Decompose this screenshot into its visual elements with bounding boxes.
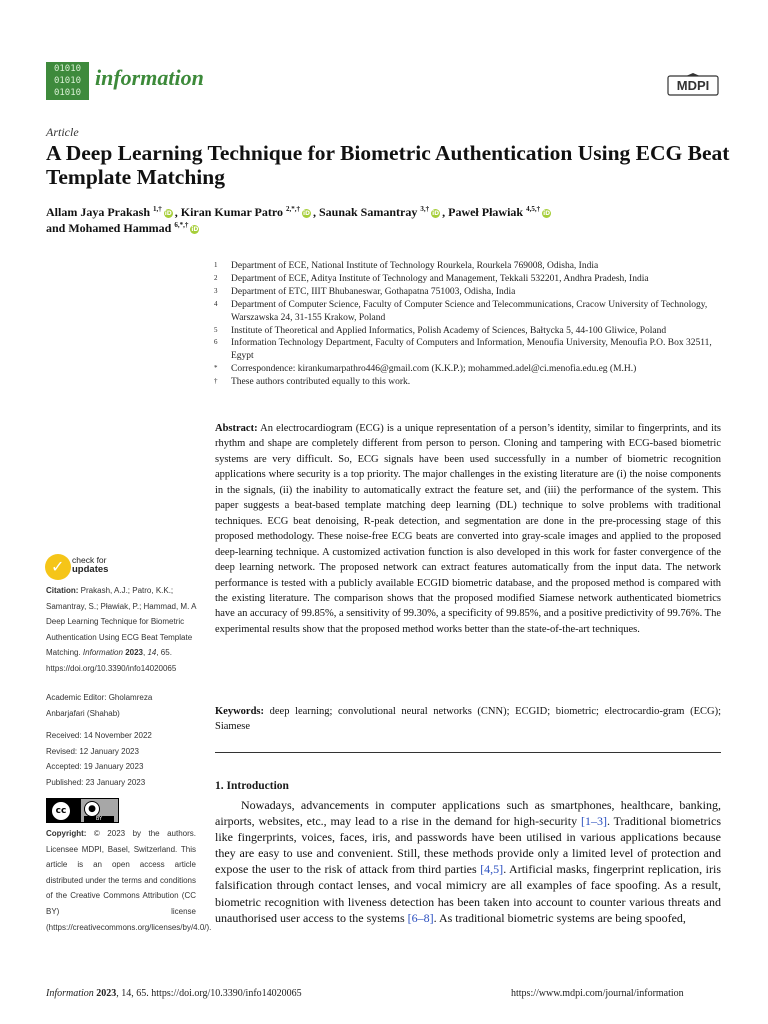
author-name[interactable]: Mohamed Hammad — [68, 221, 172, 235]
citation-link[interactable]: [6–8] — [407, 910, 434, 925]
checkmark-icon: ✓ — [51, 557, 65, 576]
citation-text: Prakash, A.J.; Patro, K.K.; Samantray, S.; Pławiak, P.; Hammad, M. A Deep Learning Technique for Biometric Authentication Using ECG Beat Template Matching. — [46, 586, 196, 658]
introduction-paragraph — [215, 797, 721, 926]
keywords-label: Keywords: — [215, 706, 264, 717]
orcid-icon[interactable]: iD — [191, 225, 199, 233]
cc-icon: cc — [50, 800, 72, 822]
academic-editor — [46, 690, 196, 721]
author-conjunction: and — [46, 221, 66, 235]
footer-year: 2023 — [96, 988, 117, 999]
editor-line: Anbarjafari (Shahab) — [46, 708, 120, 718]
affiliation-text: Department of ECE, National Institute of Technology Rourkela, Rourkela 769008, Odisha, India — [231, 261, 599, 271]
mdpi-logo-text: MDPI — [676, 78, 710, 93]
affiliation-item — [214, 299, 724, 325]
logo-line: 01010 — [53, 88, 82, 98]
orcid-icon[interactable]: iD — [432, 209, 440, 217]
citation-volume: 14 — [147, 648, 157, 658]
correspondence-text[interactable]: Correspondence: kirankumarpathro446@gmail.com (K.K.P.); mohammed.adel@ci.menofia.edu.eg (M.H.) — [231, 364, 637, 375]
paper-title: A Deep Learning Technique for Biometric Authentication Using ECG Beat Template Matching — [46, 141, 730, 189]
affiliation-mark: 4 — [214, 299, 218, 308]
citation-doi[interactable]: , 65. https://doi.org/10.3390/info14020065 — [46, 648, 177, 673]
logo-line: 01010 — [53, 76, 82, 86]
by-label: BY — [84, 816, 114, 822]
citation-link[interactable]: [4,5] — [480, 862, 504, 877]
author-sup: 4,5,† — [526, 205, 541, 213]
affiliation-text: Department of Computer Science, Faculty of Computer Science and Telecommunications, Cracow University of Technology, Warszawska 24, 31-155 Krakow, Poland — [231, 299, 708, 323]
mdpi-logo — [667, 72, 719, 96]
citation-journal: Information — [82, 648, 123, 658]
author-name[interactable]: Paweł Pławiak — [448, 205, 524, 219]
keywords — [215, 704, 721, 735]
date-received: Received: 14 November 2022 — [46, 731, 152, 740]
section-heading: 1. Introduction — [215, 780, 289, 792]
abstract — [215, 421, 721, 637]
footer-url[interactable]: https://www.mdpi.com/journal/information — [511, 988, 684, 999]
affiliation-item — [214, 325, 724, 338]
publication-dates — [46, 728, 196, 790]
intro-text: . As traditional biometric systems are being spoofed, — [433, 910, 686, 925]
check-line: updates — [72, 564, 109, 575]
affiliation-mark: 1 — [214, 261, 218, 269]
affiliation-item — [214, 286, 724, 299]
journal-logo — [46, 62, 89, 100]
equal-contribution-note — [214, 376, 724, 389]
citation-block: Citation: Prakash, A.J.; Patro, K.K.; Samantray, S.; Pławiak, P.; Hammad, M. A Deep Learning Technique for Biometric Authentication Using ECG Beat Template Matching. Information 2023, 14, 65. https://doi.org/10.3390/info14020065 — [46, 586, 196, 673]
affiliation-item — [214, 337, 724, 363]
date-revised: Revised: 12 January 2023 — [46, 746, 139, 756]
copyright-block — [46, 826, 212, 935]
copyright-label: Copyright: — [46, 829, 87, 838]
affiliation-mark: 5 — [214, 325, 218, 334]
author-sup: 3,† — [420, 205, 430, 213]
intro-text: Nowadays, advancements in computer applications such as smartphones, healthcare, banking, airports, websites, etc., may lead to a rise in the demand for high-security — [215, 798, 721, 829]
article-type: Article — [46, 125, 79, 139]
check-line: check for — [72, 555, 107, 565]
footer-doi[interactable]: , 14, 65. https://doi.org/10.3390/info14020065 — [116, 988, 302, 999]
section-divider — [215, 752, 721, 753]
affiliation-mark: 6 — [214, 338, 218, 347]
abstract-label: Abstract: — [215, 423, 258, 434]
author-sup: 6,*,† — [174, 221, 189, 229]
copyright-text: © 2023 by the authors. Licensee MDPI, Basel, Switzerland. This article is an open access article distributed under the terms and conditions of the Creative Commons Attribution (CC BY) license (https://creativecommons.org/licenses/by/4.0/). — [46, 829, 212, 932]
author-name[interactable]: Allam Jaya Prakash — [46, 205, 151, 219]
date-accepted: Accepted: 19 January 2023 — [46, 762, 144, 772]
intro-text: . Traditional biometrics like fingerprints, voices, faces, iris, and passwords have been utilised in various applications because they are easy to use and convenient. Still, these methods provide only a limited level of protection and expose the user to the risk of attack from third parties — [215, 814, 722, 877]
logo-line: 01010 — [53, 64, 82, 74]
affiliation-mark: † — [214, 377, 218, 386]
affiliation-mark: 3 — [214, 286, 218, 295]
citation-label: Citation: — [46, 586, 79, 595]
footer-journal: Information — [46, 988, 94, 999]
editor-line: Academic Editor: Gholamreza — [46, 693, 153, 702]
affiliation-list — [214, 260, 724, 389]
affiliation-mark: * — [214, 364, 218, 373]
check-for-updates-label[interactable] — [72, 556, 108, 574]
orcid-icon[interactable]: iD — [302, 209, 310, 217]
affiliation-item — [214, 273, 724, 286]
orcid-icon[interactable]: iD — [164, 209, 172, 217]
author-name[interactable]: Kiran Kumar Patro — [180, 205, 283, 219]
attribution-icon: ● — [84, 801, 100, 817]
author-name[interactable]: Saunak Samantray — [318, 205, 418, 219]
footer-citation — [46, 988, 302, 999]
author-sup: 2,*,† — [285, 205, 300, 213]
citation-year: 2023 — [125, 648, 143, 658]
affiliation-text: Information Technology Department, Faculty of Computers and Information, Menoufia University, Menoufia P.O. Box 32511, Egypt — [231, 338, 712, 362]
affiliation-text: Department of ETC, IIIT Bhubaneswar, Gothapatna 751003, Odisha, India — [231, 286, 516, 297]
author-list: Allam Jaya Prakash $^{1,\dagger}$iD , Kiran Kumar Patro $^{2,*,\dagger}$iD , Saunak Samantray $^{3,\dagger}$iD , Paweł Pławiak $^{4,5,\dagger}$iD and Mohamed Hammad $^{6,*,\dagger}$iD — [46, 205, 551, 235]
orcid-icon[interactable]: iD — [543, 209, 551, 217]
affiliation-mark: 2 — [214, 273, 218, 282]
abstract-text: An electrocardiogram (ECG) is a unique representation of a person’s identity, similar to fingerprints, and its rhythm and shape are completely different from person to person. Cloning and tampering with ECG-based biometric systems are very difficult. So, ECG signals have been used successfully in a number of biometric recognition applications where security is a top priority. The major challenges in the existing literature are (i) the noise components in the signals, (ii) the inability to automatically extract the feature set, and (iii) the performance of the system. This paper suggests a beat-based template matching deep learning (DL) technique to solve problems with traditional techniques. ECG beat denoising, R-peak detection, and segmentation are done in the pre-processing stage of this proposed methodology. These noise-free ECG beats are converted into gray-scale images and applied to the proposed deep-learning technique. A customized activation function is also developed in this work for faster convergence of the deep learning network. The proposed network can extract features automatically from the input data. The network performance is tested with a publicly available ECGID biometric database, and the proposed method is compared with the existing literature. The comparison shows that the proposed modified Siamese network authenticated biometrics have an accuracy of 99.85%, a sensitivity of 99.30%, a specificity of 99.85%, and a positive predictivity of 99.76%. The experimental results show that the proposed method works better than the state-of-the-art techniques. — [215, 423, 721, 635]
date-published: Published: 23 January 2023 — [46, 777, 146, 787]
intro-text: . Artificial masks, fingerprint replication, iris falsification through contact lenses, and vocal mimicry are all examples of face spoofing. As a result, biometric recognition with liveness detection has been taken into account to counter various threats and unauthorised user access to the systems — [215, 862, 722, 925]
affiliation-item — [214, 260, 724, 273]
citation-link[interactable]: [1–3] — [580, 814, 607, 829]
affiliation-text: Institute of Theoretical and Applied Informatics, Polish Academy of Sciences, Bałtycka 5, 44-100 Gliwice, Poland — [231, 325, 667, 336]
keywords-text: deep learning; convolutional neural networks (CNN); ECGID; biometric; electrocardio-gram (ECG); Siamese — [215, 706, 721, 733]
affiliation-text: Department of ECE, Aditya Institute of Technology and Management, Tekkali 532201, Andhra Pradesh, India — [231, 273, 649, 284]
correspondence — [214, 363, 724, 376]
equal-contribution-text: These authors contributed equally to this work. — [231, 377, 411, 388]
author-sup: 1,† — [153, 205, 162, 213]
journal-name: information — [95, 65, 204, 90]
